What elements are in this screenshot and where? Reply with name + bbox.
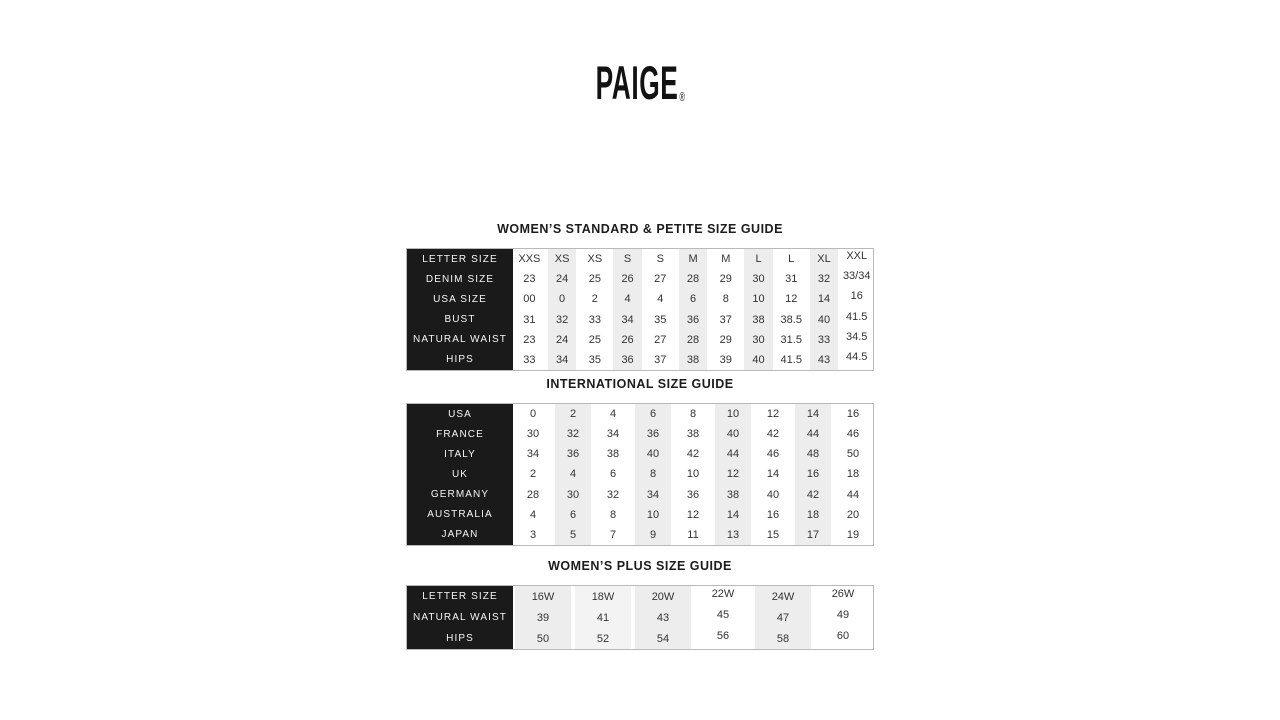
row-label: UK — [451, 468, 469, 480]
size-value: 46 — [766, 448, 780, 461]
size-value: 37 — [719, 313, 732, 326]
size-value: 4 — [609, 408, 617, 421]
size-value: 33/34 — [842, 270, 871, 283]
size-value: 25 — [588, 333, 601, 346]
size-value: 43 — [817, 353, 831, 366]
size-value: 40 — [766, 488, 780, 501]
size-value: 52 — [596, 632, 610, 645]
size-value: 33 — [588, 313, 601, 326]
row-label: HIPS — [446, 633, 474, 645]
size-value: 22W — [711, 587, 735, 600]
size-column — [813, 586, 873, 649]
size-column — [553, 404, 593, 545]
size-column — [593, 404, 633, 545]
size-column — [513, 249, 546, 370]
size-value: 12 — [785, 293, 798, 306]
size-value: 44 — [726, 448, 740, 461]
size-value: 9 — [649, 528, 657, 541]
row-label-column — [407, 586, 513, 649]
size-value: 20 — [846, 508, 860, 521]
row-label: NATURAL WAIST — [413, 334, 507, 346]
size-value: 10 — [686, 468, 700, 481]
size-value: 47 — [776, 611, 790, 624]
table-title: INTERNATIONAL SIZE GUIDE — [546, 376, 734, 391]
size-value: S — [656, 253, 664, 266]
size-value: 40 — [752, 353, 765, 366]
size-value: 30 — [752, 273, 765, 286]
size-value: 54 — [656, 632, 670, 645]
size-value: 29 — [719, 333, 732, 346]
size-value: 34 — [606, 428, 620, 441]
size-column — [840, 249, 873, 370]
size-value: 15 — [766, 528, 780, 541]
size-value: 10 — [646, 508, 660, 521]
size-value: S — [623, 253, 632, 266]
size-value: 6 — [569, 508, 577, 521]
size-column — [833, 404, 873, 545]
size-value: 0 — [529, 408, 537, 421]
table-data-area — [513, 249, 873, 370]
size-value: 42 — [686, 448, 700, 461]
size-value: 30 — [566, 488, 580, 501]
size-value: 6 — [689, 293, 697, 306]
size-value: 11 — [687, 528, 699, 541]
size-value: 39 — [719, 353, 732, 366]
size-value: 37 — [654, 353, 667, 366]
size-value: 48 — [806, 448, 820, 461]
registered-trademark-icon: ® — [679, 89, 686, 104]
size-value: 35 — [588, 353, 601, 366]
size-value: 40 — [646, 448, 660, 461]
size-value: 6 — [609, 468, 617, 481]
size-column — [633, 586, 693, 649]
size-value: 38.5 — [780, 313, 802, 326]
size-value: 3 — [529, 528, 537, 541]
size-value: 44 — [846, 488, 860, 501]
size-value: 8 — [609, 508, 617, 521]
size-table — [406, 585, 874, 650]
size-value: 17 — [806, 528, 820, 541]
size-value: 25 — [588, 273, 601, 286]
size-value: 38 — [726, 488, 740, 501]
size-value: 49 — [836, 608, 850, 621]
size-value: 18 — [846, 468, 860, 481]
size-value: 14 — [766, 468, 780, 481]
size-value: XL — [817, 253, 831, 266]
row-label: HIPS — [446, 354, 474, 366]
table-title: WOMEN’S STANDARD & PETITE SIZE GUIDE — [497, 222, 783, 236]
size-value: 23 — [523, 333, 536, 346]
size-value: 16 — [766, 508, 780, 521]
size-value: 40 — [726, 428, 740, 441]
row-label: USA SIZE — [433, 293, 487, 305]
size-value: 46 — [846, 428, 860, 441]
size-value: 14 — [806, 408, 820, 421]
size-value: 24W — [771, 590, 795, 603]
size-value: 4 — [569, 468, 577, 481]
size-value: 27 — [654, 333, 667, 346]
row-label: BUST — [444, 314, 476, 326]
size-value: 4 — [657, 293, 664, 306]
size-value: 5 — [569, 528, 577, 541]
size-value: 16 — [806, 468, 820, 481]
size-value: 23 — [523, 273, 536, 286]
size-value: 28 — [686, 273, 700, 286]
size-value: 18W — [591, 590, 615, 603]
size-value: 8 — [689, 408, 697, 421]
size-value: 10 — [752, 293, 765, 306]
size-value: 34 — [555, 353, 569, 366]
row-label: GERMANY — [430, 489, 490, 501]
size-value: 4 — [624, 293, 631, 306]
size-column — [677, 249, 710, 370]
size-table — [406, 403, 874, 546]
row-label: JAPAN — [441, 529, 479, 541]
size-value: 36 — [686, 313, 700, 326]
size-value: 14 — [817, 293, 831, 306]
brand-name: PAIGE — [595, 56, 679, 109]
size-value: 34 — [526, 448, 540, 461]
size-value: 14 — [726, 508, 740, 521]
size-value: 6 — [649, 408, 657, 421]
size-value: 30 — [752, 333, 765, 346]
size-value: 33 — [523, 353, 536, 366]
size-value: XXL — [846, 250, 868, 263]
size-value: 31.5 — [780, 333, 802, 346]
row-label: LETTER SIZE — [422, 253, 498, 265]
size-column — [546, 249, 579, 370]
size-value: 19 — [846, 528, 860, 541]
size-column — [753, 586, 813, 649]
size-value: 44.5 — [846, 350, 868, 363]
size-column — [573, 586, 633, 649]
size-value: 36 — [566, 448, 580, 461]
row-label: ITALY — [444, 448, 476, 460]
size-value: 24 — [555, 273, 569, 286]
size-value: 39 — [536, 611, 550, 624]
size-value: 16 — [846, 408, 860, 421]
size-column — [611, 249, 644, 370]
size-value: 41 — [596, 611, 610, 624]
size-value: 29 — [719, 273, 732, 286]
size-value: 34 — [646, 488, 660, 501]
row-label: NATURAL WAIST — [413, 612, 507, 624]
size-value: 36 — [646, 428, 660, 441]
size-value: 42 — [806, 488, 820, 501]
size-value: 2 — [529, 468, 537, 481]
size-column — [753, 404, 793, 545]
table-title: WOMEN’S PLUS SIZE GUIDE — [548, 559, 732, 574]
size-column — [513, 404, 553, 545]
size-value: 2 — [569, 408, 577, 421]
row-label: LETTER SIZE — [422, 591, 498, 603]
size-value: 31 — [523, 313, 536, 326]
size-value: 26 — [621, 333, 634, 346]
size-value: 38 — [752, 313, 765, 326]
international-size-guide-section — [406, 377, 874, 546]
size-value: 27 — [654, 273, 667, 286]
size-column — [644, 249, 677, 370]
size-value: 12 — [686, 508, 700, 521]
size-value: 31 — [785, 273, 798, 286]
row-label: USA — [448, 408, 472, 420]
size-value: 56 — [716, 629, 730, 642]
size-value: XS — [587, 253, 603, 266]
size-column — [713, 404, 753, 545]
size-value: 32 — [566, 428, 580, 441]
size-value: 8 — [722, 293, 729, 306]
size-value: 41.5 — [780, 353, 802, 366]
size-value: 45 — [716, 608, 730, 621]
size-value: M — [688, 253, 698, 266]
size-value: 38 — [606, 448, 620, 461]
size-column — [742, 249, 775, 370]
size-column — [513, 586, 573, 649]
size-value: 4 — [529, 508, 537, 521]
plus-size-guide-section — [406, 559, 874, 650]
brand-logo-text — [595, 56, 686, 118]
size-value: 43 — [656, 611, 670, 624]
size-column — [578, 249, 611, 370]
table-data-area — [513, 404, 873, 545]
size-value: 0 — [559, 293, 566, 306]
size-column — [709, 249, 742, 370]
size-value: 12 — [766, 408, 780, 421]
size-value: 40 — [817, 313, 831, 326]
size-value: 33 — [817, 333, 831, 346]
size-value: XS — [554, 253, 570, 266]
size-value: 7 — [609, 528, 617, 541]
size-value: 38 — [686, 353, 700, 366]
size-column — [808, 249, 841, 370]
size-value: 42 — [766, 428, 780, 441]
table-data-area — [513, 586, 873, 649]
size-value: 12 — [726, 468, 740, 481]
size-value: 41.5 — [846, 310, 868, 323]
standard-petite-size-guide-section — [406, 222, 874, 371]
size-value: 32 — [555, 313, 569, 326]
size-value: 26W — [831, 587, 855, 600]
size-value: 32 — [817, 273, 831, 286]
size-value: 18 — [806, 508, 820, 521]
row-label-column — [407, 249, 513, 370]
size-column — [673, 404, 713, 545]
size-value: 36 — [621, 353, 634, 366]
brand-logo — [0, 56, 1280, 118]
size-table — [406, 248, 874, 371]
size-value: 2 — [591, 293, 598, 306]
size-column — [775, 249, 808, 370]
size-value: 50 — [536, 632, 550, 645]
size-value: 13 — [726, 528, 740, 541]
row-label-column — [407, 404, 513, 545]
size-column — [793, 404, 833, 545]
size-value: L — [755, 253, 762, 266]
size-value: L — [788, 253, 795, 266]
size-value: 60 — [836, 629, 850, 642]
size-value: 28 — [686, 333, 700, 346]
size-column — [633, 404, 673, 545]
size-value: 28 — [526, 488, 540, 501]
size-value: 38 — [686, 428, 700, 441]
size-value: 8 — [649, 468, 657, 481]
size-value: M — [721, 253, 731, 266]
size-value: 10 — [726, 408, 740, 421]
size-value: 30 — [526, 428, 540, 441]
row-label: AUSTRALIA — [427, 509, 493, 521]
size-guide-content — [406, 222, 874, 650]
row-label: DENIM SIZE — [425, 273, 495, 285]
size-value: XXS — [518, 253, 541, 266]
size-value: 26 — [621, 273, 634, 286]
size-value: 34 — [621, 313, 634, 326]
size-value: 32 — [606, 488, 620, 501]
size-value: 36 — [686, 488, 700, 501]
size-value: 24 — [555, 333, 569, 346]
size-value: 00 — [523, 293, 536, 306]
size-value: 34.5 — [846, 330, 868, 343]
size-value: 16 — [850, 290, 863, 303]
size-value: 16W — [531, 590, 555, 603]
size-value: 44 — [806, 428, 820, 441]
size-column — [693, 586, 753, 649]
row-label: FRANCE — [436, 428, 484, 440]
size-value: 35 — [654, 313, 667, 326]
size-value: 50 — [846, 448, 860, 461]
size-value: 58 — [776, 632, 790, 645]
size-value: 20W — [651, 590, 675, 603]
